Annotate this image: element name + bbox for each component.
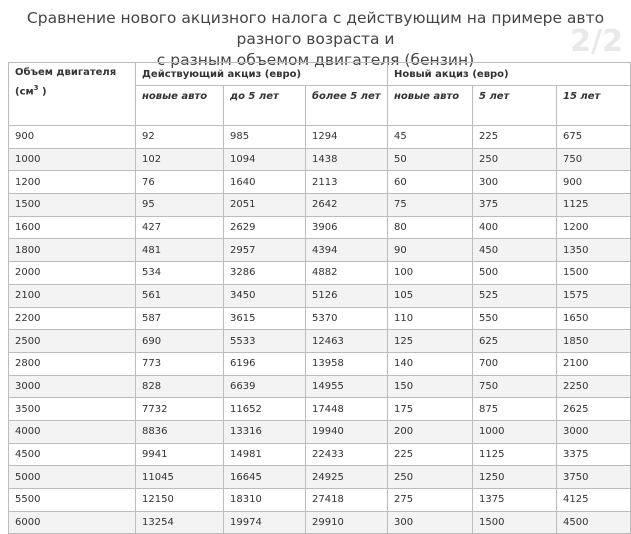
table-cell: 4500: [557, 511, 631, 534]
table-cell: 16645: [224, 466, 306, 489]
table-cell: 22433: [306, 443, 388, 466]
table-cell: 550: [473, 307, 557, 330]
table-cell: 45: [388, 126, 473, 149]
table-cell: 13316: [224, 420, 306, 443]
table-cell: 9941: [136, 443, 224, 466]
table-cell: 4500: [9, 443, 136, 466]
table-row: [9, 352, 631, 375]
table-row: [9, 443, 631, 466]
table-cell: 3000: [557, 420, 631, 443]
table-cell: 2800: [9, 352, 136, 375]
table-row: [9, 307, 631, 330]
table-cell: 95: [136, 194, 224, 217]
table-cell: 2000: [9, 262, 136, 285]
table-cell: 6196: [224, 352, 306, 375]
table-cell: 587: [136, 307, 224, 330]
table-cell: 1800: [9, 239, 136, 262]
table-cell: 3615: [224, 307, 306, 330]
table-cell: 750: [557, 148, 631, 171]
table-cell: 75: [388, 194, 473, 217]
table-cell: 450: [473, 239, 557, 262]
table-cell: 700: [473, 352, 557, 375]
table-cell: 750: [473, 375, 557, 398]
table-cell: 3906: [306, 216, 388, 239]
table-cell: 6000: [9, 511, 136, 534]
table-cell: 1650: [557, 307, 631, 330]
table-row: [9, 262, 631, 285]
table-cell: 80: [388, 216, 473, 239]
table-cell: 561: [136, 284, 224, 307]
table-cell: 481: [136, 239, 224, 262]
table-row: [9, 194, 631, 217]
engine-header: Объем двигателя ($см^3$ ): [9, 63, 136, 126]
table-row: [9, 489, 631, 512]
current-sub-1: до 5 лет: [224, 86, 306, 126]
table-cell: 225: [473, 126, 557, 149]
table-cell: 50: [388, 148, 473, 171]
table-cell: 534: [136, 262, 224, 285]
table-cell: 1200: [9, 171, 136, 194]
table-row: [9, 126, 631, 149]
table-row: [9, 148, 631, 171]
table-cell: 2100: [557, 352, 631, 375]
current-sub-2: более 5 лет: [306, 86, 388, 126]
table-cell: 1438: [306, 148, 388, 171]
table-cell: 1500: [473, 511, 557, 534]
table-cell: 900: [9, 126, 136, 149]
table-cell: 2250: [557, 375, 631, 398]
table-row: [9, 511, 631, 534]
table-cell: 76: [136, 171, 224, 194]
table-cell: 3000: [9, 375, 136, 398]
table-cell: 3450: [224, 284, 306, 307]
table-cell: 1094: [224, 148, 306, 171]
table-row: [9, 284, 631, 307]
table-cell: 690: [136, 330, 224, 353]
table-cell: 5000: [9, 466, 136, 489]
table-row: [9, 466, 631, 489]
table-cell: 100: [388, 262, 473, 285]
table-cell: 250: [388, 466, 473, 489]
table-cell: 900: [557, 171, 631, 194]
table-cell: 427: [136, 216, 224, 239]
title-line-1: Сравнение нового акцизного налога с действующим на примере авто разного возраста и: [26, 9, 605, 48]
table-cell: 24925: [306, 466, 388, 489]
table-cell: 1500: [9, 194, 136, 217]
table-cell: 2200: [9, 307, 136, 330]
table-cell: 2500: [9, 330, 136, 353]
table-cell: 105: [388, 284, 473, 307]
table-cell: 5533: [224, 330, 306, 353]
table-cell: 19974: [224, 511, 306, 534]
new-excise-header: Новый акциз (евро): [388, 63, 631, 86]
table-cell: 1850: [557, 330, 631, 353]
table-cell: 1294: [306, 126, 388, 149]
table-row: [9, 239, 631, 262]
table-cell: 275: [388, 489, 473, 512]
excise-table: [8, 62, 631, 534]
table-row: [9, 420, 631, 443]
new-sub-2: 15 лет: [557, 86, 631, 126]
table-cell: 1000: [473, 420, 557, 443]
table-cell: 500: [473, 262, 557, 285]
table-cell: 1350: [557, 239, 631, 262]
table-cell: 19940: [306, 420, 388, 443]
table-cell: 5500: [9, 489, 136, 512]
table-cell: 3375: [557, 443, 631, 466]
table-row: [9, 398, 631, 421]
table-cell: 1500: [557, 262, 631, 285]
table-cell: 27418: [306, 489, 388, 512]
table-cell: 200: [388, 420, 473, 443]
table-cell: 1600: [9, 216, 136, 239]
table-cell: 13254: [136, 511, 224, 534]
table-cell: 12150: [136, 489, 224, 512]
table-cell: 14955: [306, 375, 388, 398]
table-cell: 14981: [224, 443, 306, 466]
table-cell: 150: [388, 375, 473, 398]
new-sub-1: 5 лет: [473, 86, 557, 126]
table-cell: 400: [473, 216, 557, 239]
table-row: [9, 216, 631, 239]
table-cell: 1125: [473, 443, 557, 466]
table-cell: 1575: [557, 284, 631, 307]
table-cell: 5370: [306, 307, 388, 330]
table-cell: 3750: [557, 466, 631, 489]
table-cell: 2625: [557, 398, 631, 421]
table-cell: 985: [224, 126, 306, 149]
table-cell: 29910: [306, 511, 388, 534]
table-cell: 125: [388, 330, 473, 353]
table-cell: 2113: [306, 171, 388, 194]
table-cell: 250: [473, 148, 557, 171]
table-cell: 2642: [306, 194, 388, 217]
table-cell: 110: [388, 307, 473, 330]
table-cell: 2957: [224, 239, 306, 262]
table-cell: 375: [473, 194, 557, 217]
table-cell: 175: [388, 398, 473, 421]
table-cell: 4125: [557, 489, 631, 512]
table-cell: 4000: [9, 420, 136, 443]
page-badge: 2/2: [570, 24, 623, 59]
table-cell: 1375: [473, 489, 557, 512]
table-cell: 1200: [557, 216, 631, 239]
table-cell: 6639: [224, 375, 306, 398]
table-cell: 525: [473, 284, 557, 307]
table-cell: 773: [136, 352, 224, 375]
table-cell: 60: [388, 171, 473, 194]
table-cell: 625: [473, 330, 557, 353]
table-cell: 7732: [136, 398, 224, 421]
table-cell: 8836: [136, 420, 224, 443]
table-cell: 1250: [473, 466, 557, 489]
current-sub-0: новые авто: [136, 86, 224, 126]
table-cell: 5126: [306, 284, 388, 307]
table-cell: 12463: [306, 330, 388, 353]
table-cell: 90: [388, 239, 473, 262]
table-cell: 18310: [224, 489, 306, 512]
table-cell: 875: [473, 398, 557, 421]
table-cell: 3500: [9, 398, 136, 421]
table-cell: 675: [557, 126, 631, 149]
table-cell: 1640: [224, 171, 306, 194]
table-cell: 2051: [224, 194, 306, 217]
table-cell: 13958: [306, 352, 388, 375]
table-cell: 17448: [306, 398, 388, 421]
new-sub-0: новые авто: [388, 86, 473, 126]
table-cell: 4394: [306, 239, 388, 262]
table-cell: 140: [388, 352, 473, 375]
table-cell: 11652: [224, 398, 306, 421]
table-cell: 92: [136, 126, 224, 149]
table-cell: 828: [136, 375, 224, 398]
table-cell: 3286: [224, 262, 306, 285]
table-cell: 1125: [557, 194, 631, 217]
current-excise-header: Действующий акциз (евро): [136, 63, 388, 86]
table-cell: 2100: [9, 284, 136, 307]
table-cell: 11045: [136, 466, 224, 489]
table-row: [9, 171, 631, 194]
table-cell: 225: [388, 443, 473, 466]
table-cell: 4882: [306, 262, 388, 285]
table-row: [9, 330, 631, 353]
table-cell: 1000: [9, 148, 136, 171]
table-cell: 300: [473, 171, 557, 194]
table-cell: 102: [136, 148, 224, 171]
table-row: [9, 375, 631, 398]
table-cell: 300: [388, 511, 473, 534]
title-line-2: с разным объемом двигателя (бензин): [156, 51, 475, 69]
table-cell: 2629: [224, 216, 306, 239]
